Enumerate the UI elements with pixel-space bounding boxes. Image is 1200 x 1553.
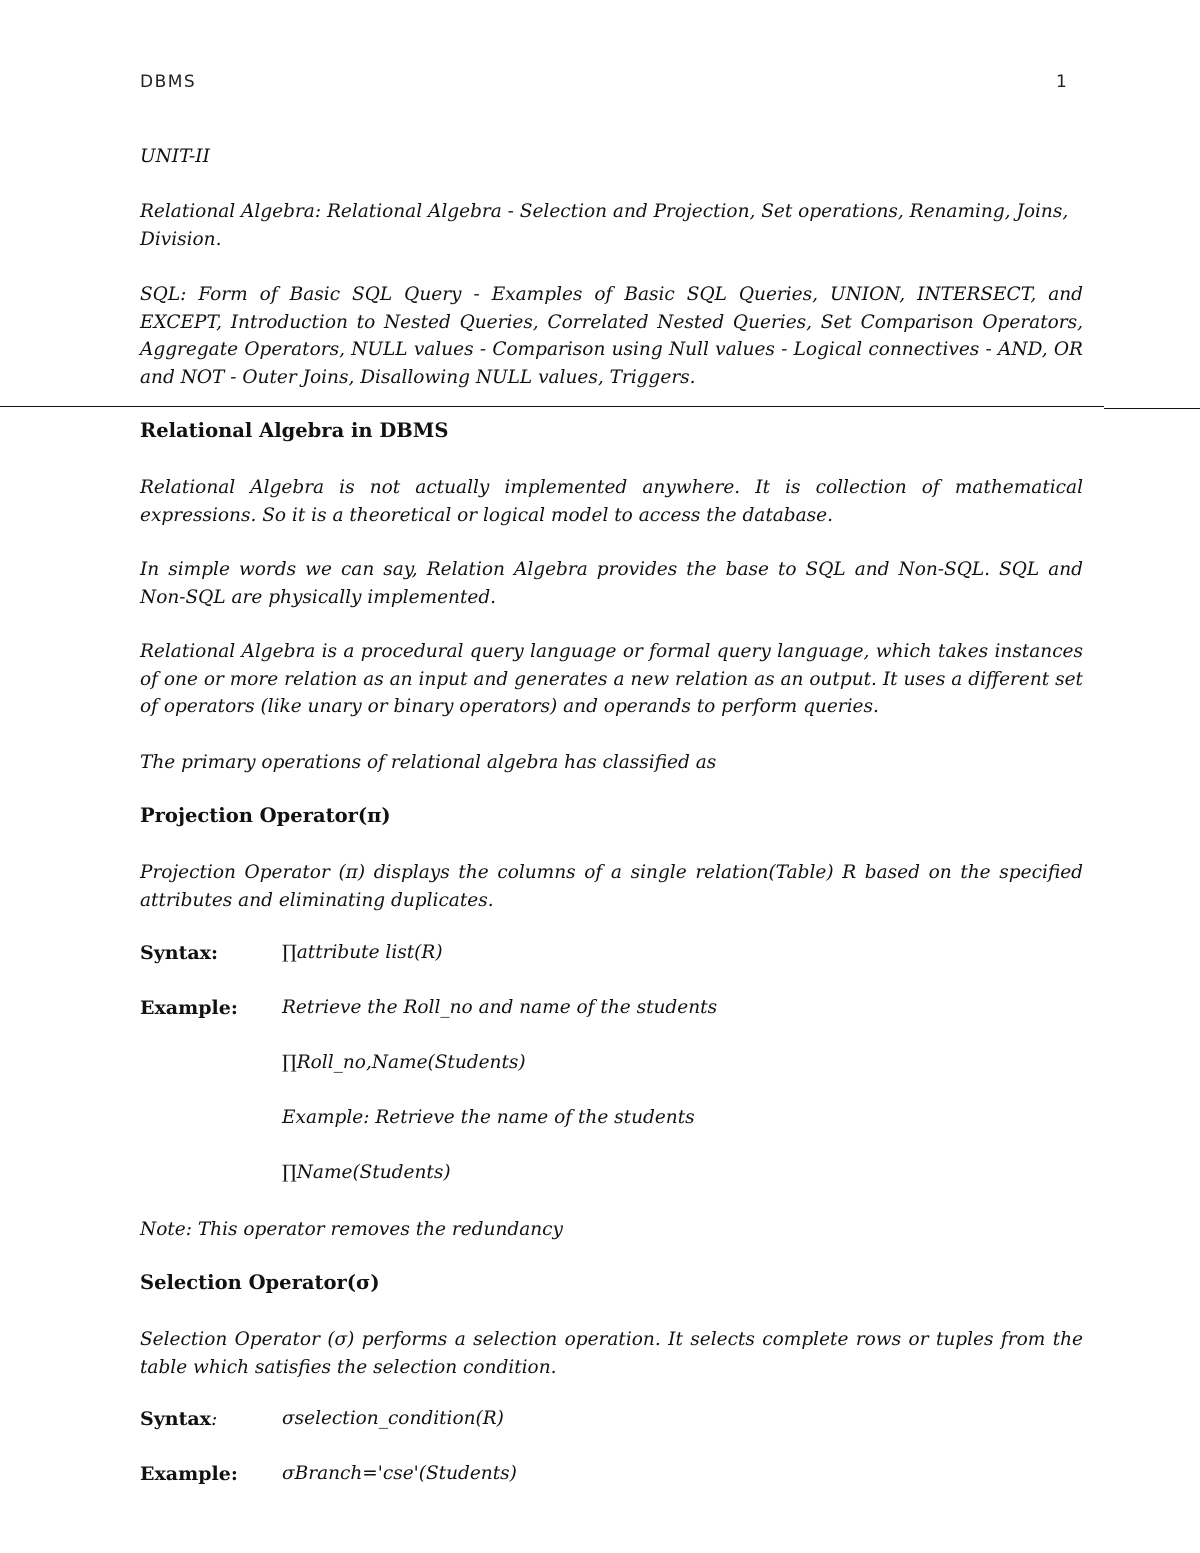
pi-symbol: ∏ <box>282 1162 297 1183</box>
paragraph-4: The primary operations of relational algebra has classified as <box>140 752 717 773</box>
projection-syntax <box>282 942 443 963</box>
section-title: Relational Algebra in DBMS <box>140 419 449 442</box>
projection-description: Projection Operator (π) displays the columns of a single relation(Table) R based on the specified attributes and eliminating duplicates. <box>140 862 1083 911</box>
projection-example2-text: Example: Retrieve the name of the students <box>282 1107 695 1128</box>
projection-example-expr1 <box>282 1052 526 1073</box>
paragraph-2: In simple words we can say, Relation Algebra provides the base to SQL and Non-SQL. SQL and Non-SQL are physically implemented. <box>140 559 1083 608</box>
projection-expr1-value: Roll_no,Name(Students) <box>296 1052 526 1073</box>
selection-syntax-word: Syntax <box>140 1408 211 1430</box>
syllabus-sql: SQL: Form of Basic SQL Query - Examples of Basic SQL Queries, UNION, INTERSECT, and EXCEPT, Introduction to Nested Queries, Correlated Nested Queries, Set Comparison Operators, Aggregate Operators, NULL values - Comparison using Null values - Logical connectives - AND, OR and NOT - Outer Joins, Disallowing NULL values, Triggers. <box>140 284 1083 388</box>
projection-syntax-value: attribute list(R) <box>296 942 443 963</box>
projection-expr2-value: Name(Students) <box>296 1162 451 1183</box>
projection-syntax-label: Syntax: <box>140 942 219 964</box>
syllabus-relational-algebra: Relational Algebra: Relational Algebra - Selection and Projection, Set operations, Renaming, Joins, Division. <box>140 201 1069 250</box>
projection-example-text: Retrieve the Roll_no and name of the students <box>282 997 718 1018</box>
pi-symbol: ∏ <box>282 942 297 963</box>
selection-description: Selection Operator (σ) performs a selection operation. It selects complete rows or tuples from the table which satisfies the selection condition. <box>140 1329 1083 1378</box>
projection-note: Note: This operator removes the redundancy <box>140 1219 563 1240</box>
horizontal-rule-right <box>1104 408 1200 409</box>
paragraph-3: Relational Algebra is a procedural query language or formal query language, which takes instances of one or more relation as an input and generates a new relation as an output. It uses a different set of operators (like unary or binary operators) and operands to perform queries. <box>140 641 1083 717</box>
header-title: DBMS <box>140 72 197 92</box>
selection-example-value: σBranch='cse'(Students) <box>282 1463 517 1484</box>
projection-example-expr2 <box>282 1162 451 1183</box>
selection-example-label: Example: <box>140 1463 238 1485</box>
selection-syntax-value: σselection_condition(R) <box>282 1408 504 1429</box>
horizontal-rule <box>0 406 1104 407</box>
projection-example-label: Example: <box>140 997 238 1019</box>
paragraph-1: Relational Algebra is not actually implemented anywhere. It is collection of mathematical expressions. So it is a theoretical or logical model to access the database. <box>140 477 1083 526</box>
unit-label: UNIT-II <box>140 146 210 167</box>
page-number: 1 <box>1056 72 1067 92</box>
selection-syntax-label <box>140 1408 217 1430</box>
projection-heading: Projection Operator(π) <box>140 804 391 827</box>
selection-syntax-colon: : <box>211 1408 218 1430</box>
pi-symbol: ∏ <box>282 1052 297 1073</box>
selection-heading: Selection Operator(σ) <box>140 1271 380 1294</box>
